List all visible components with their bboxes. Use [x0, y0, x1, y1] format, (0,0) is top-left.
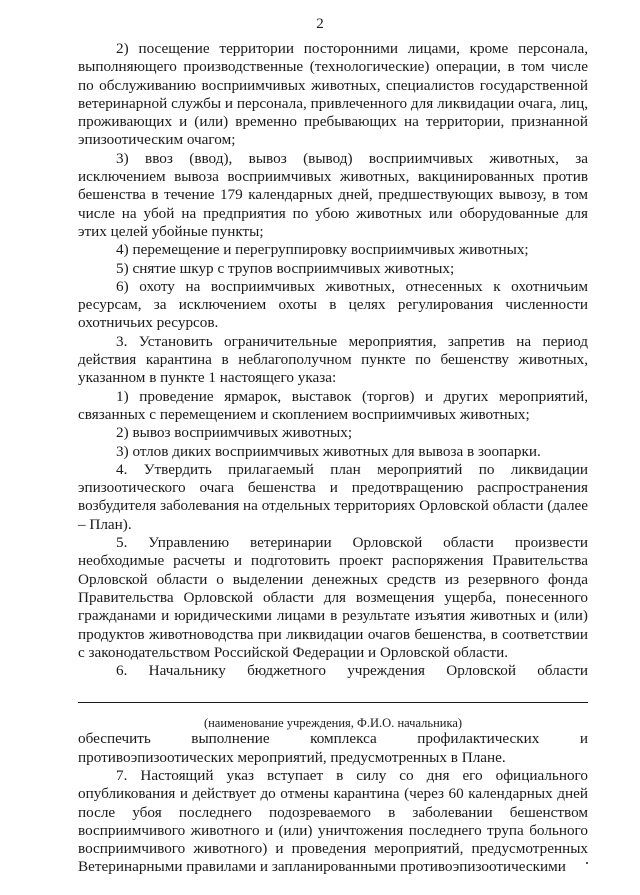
paragraph-ban-regrouping: 4) перемещение и перегруппировку восприимчивых животных; — [116, 241, 529, 259]
blank-underline — [78, 702, 588, 703]
paragraph-ban-fairs: 1) проведение ярмарок, выставок (торгов) и других мероприятий, связанных с перемещением и скоплением восприимчивых животных; — [78, 387, 588, 423]
paragraph-item-4: 4. Утвердить прилагаемый план мероприятий по ликвидации эпизоотического очага бешенства и предотвращению распространения возбудителя заболевания на отдельных территориях Орловской области (далее – План). — [78, 460, 588, 533]
blank-caption: (наименование учреждения, Ф.И.О. начальника) — [203, 716, 463, 731]
paragraph-ban-skinning: 5) снятие шкур с трупов восприимчивых животных; — [116, 259, 455, 277]
document-body — [78, 40, 588, 877]
paragraph-item-7: 7. Настоящий указ вступает в силу со дня его официального опубликования и действует до отмены карантина (через 60 календарных дней после убоя последнего подозреваемого в заболевании бешенством восприимчивого животного и (или) уничтожения последнего трупа больного восприимчивого животного) и проведения мероприятий, предусмотренных Ветеринарными правилами и запланированными противоэпизоотическими — [78, 766, 588, 876]
paragraph-ban-capture: 3) отлов диких восприимчивых животных для вывоза в зоопарки. — [116, 442, 541, 460]
paragraph-ban-visits: 2) посещение территории посторонними лицами, кроме персонала, выполняющего производственные (технологические) операции, в том числе по обслуживанию восприимчивых животных, специалистов государственной ветеринарной службы и персонала, привлеченного для ликвидации очага, лиц, проживающих и (или) временно пребывающих на территории, признанной эпизоотическим очагом; — [78, 40, 588, 149]
paragraph-ban-removal: 2) вывоз восприимчивых животных; — [116, 424, 353, 442]
paragraph-ban-hunting: 6) охоту на восприимчивых животных, отнесенных к охотничьим ресурсам, за исключением охоты в целях регулирования численности охотничьих ресурсов. — [78, 277, 588, 332]
paragraph-item-6: 6. Начальнику бюджетного учреждения Орловской области — [116, 662, 588, 680]
paragraph-ban-import-export: 3) ввоз (ввод), вывоз (вывод) восприимчивых животных, за исключением вывоза восприимчивых животных, вакцинированных против бешенства в течение 179 календарных дней, предшествующих вывозу, в том числе на убой на предприятия по убою животных или оборудованные для этих целей убойные пункты; — [78, 149, 588, 240]
page-number: 2 — [316, 16, 324, 32]
paragraph-item-6-continuation: обеспечить выполнение комплекса профилактических и противоэпизоотических мероприятий, предусмотренных в Плане. — [78, 730, 588, 766]
paragraph-item-5: 5. Управлению ветеринарии Орловской области произвести необходимые расчеты и подготовить проект распоряжения Правительства Орловской области о выделении денежных средств из резервного фонда Правительства Орловской области для возмещения ущерба, понесенного гражданами и юридическими лицами в результате изъятия животных и (или) продуктов животноводства при ликвидации очагов бешенства, в соответствии с законодательством Российской Федерации и Орловской области. — [78, 534, 588, 661]
paragraph-item-3: 3. Установить ограничительные мероприятия, запретив на период действия карантина в неблагополучном пункте по бешенству животных, указанном в пункте 1 настоящего указа: — [78, 332, 588, 387]
fill-in-blank — [78, 688, 588, 714]
scan-speck — [586, 862, 588, 864]
